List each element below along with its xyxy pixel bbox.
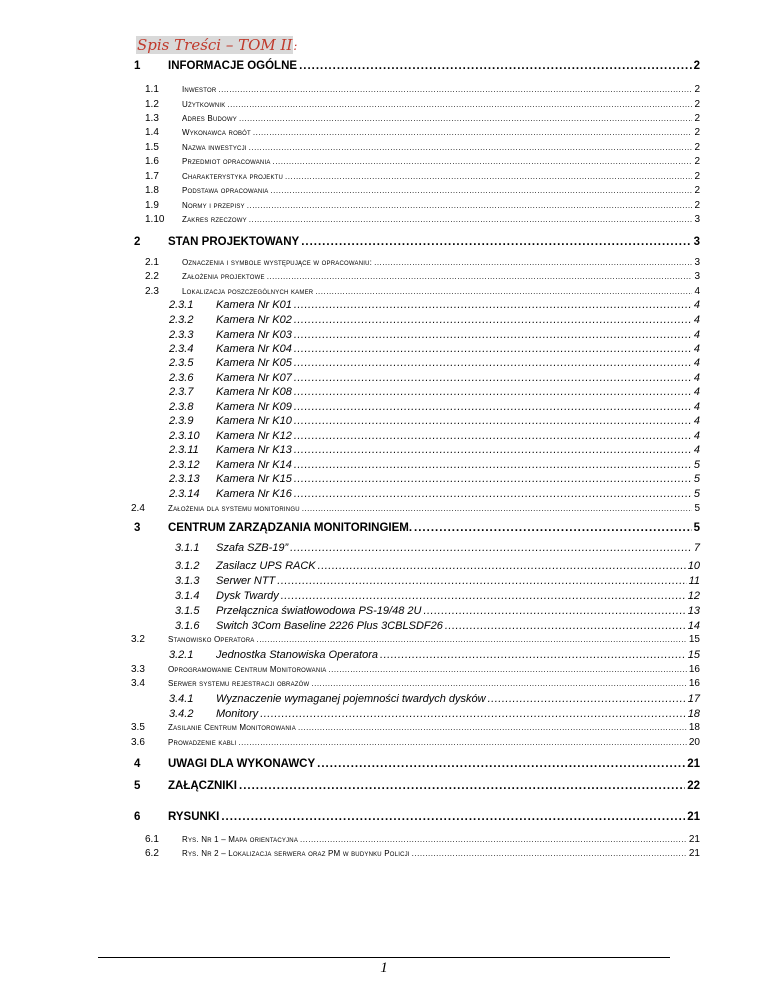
toc-entry-page: 10 — [687, 560, 700, 572]
toc-entry-number: 3.1.1 — [175, 542, 200, 554]
toc-entry-label: Lokalizacja poszczególnych kamer — [182, 287, 314, 296]
toc-entry-label: Kamera Nr K07 — [216, 372, 292, 384]
dot-leader — [294, 372, 692, 384]
toc-entry[interactable] — [169, 357, 700, 369]
toc-entry-label: ZAŁĄCZNIKI — [168, 780, 237, 792]
toc-entry-page: 5 — [693, 522, 700, 534]
toc-entry-label: Jednostka Stanowiska Operatora — [216, 649, 379, 661]
toc-entry[interactable] — [169, 401, 700, 413]
toc-entry-page: 4 — [693, 372, 700, 384]
toc-entry[interactable] — [134, 522, 700, 534]
toc-entry[interactable] — [175, 560, 700, 572]
toc-entry-page: 2 — [694, 185, 700, 196]
toc-entry-label: INFORMACJE OGÓLNE — [168, 60, 298, 72]
toc-entry-number: 3 — [134, 522, 141, 534]
title-suffix: : — [293, 39, 298, 53]
toc-entry-label: Szafa SZB-19” — [216, 542, 289, 554]
toc-entry-page: 4 — [693, 430, 700, 442]
toc-entry-number: 3.4.1 — [169, 693, 194, 705]
toc-entry-page: 15 — [687, 649, 700, 661]
toc-entry-page: 2 — [694, 156, 700, 167]
toc-entry[interactable] — [134, 811, 700, 823]
toc-entry-page: 12 — [687, 590, 700, 602]
toc-entry-page: 3 — [694, 257, 700, 268]
toc-entry-number: 6.1 — [145, 834, 159, 845]
toc-entry-number: 2.3.13 — [169, 473, 200, 485]
toc-entry-page: 16 — [688, 678, 700, 689]
toc-entry-label: Kamera Nr K15 — [216, 473, 292, 485]
toc-entry-page: 3 — [694, 214, 700, 225]
toc-entry[interactable] — [131, 678, 700, 689]
toc-entry-label: Przedmiot opracowania — [182, 157, 271, 166]
toc-entry-label: Kamera Nr K05 — [216, 357, 292, 369]
toc-entry-page: 14 — [687, 620, 700, 632]
dot-leader — [273, 157, 693, 166]
dot-leader — [249, 215, 693, 224]
toc-entry[interactable] — [169, 372, 700, 384]
toc-entry-page: 22 — [687, 780, 700, 792]
dot-leader — [285, 172, 692, 181]
toc-entry-number: 3.2.1 — [169, 649, 194, 661]
toc-entry-number: 3.4.2 — [169, 708, 194, 720]
toc-entry[interactable] — [145, 185, 700, 196]
toc-entry-page: 3 — [694, 271, 700, 282]
toc-entry-number: 1.5 — [145, 142, 159, 153]
toc-entry[interactable] — [169, 444, 700, 456]
toc-entry[interactable] — [145, 142, 700, 153]
dot-leader — [281, 590, 686, 602]
toc-entry-label: Monitory — [216, 708, 259, 720]
toc-entry[interactable] — [145, 271, 700, 282]
toc-entry-number: 2.3.6 — [169, 372, 194, 384]
toc-entry[interactable] — [169, 708, 700, 720]
toc-entry-number: 1.10 — [145, 214, 165, 225]
toc-entry[interactable] — [131, 722, 700, 733]
toc-entry[interactable] — [145, 99, 700, 110]
toc-entry[interactable] — [145, 84, 700, 95]
dot-leader — [317, 758, 685, 770]
toc-entry-number: 1.7 — [145, 171, 159, 182]
toc-entry-page: 2 — [694, 171, 700, 182]
toc-entry[interactable] — [169, 459, 700, 471]
toc-entry-number: 2.1 — [145, 257, 159, 268]
toc-entry-label: Przełącznica światłowodowa PS-19/48 2U — [216, 605, 422, 617]
dot-leader — [239, 780, 685, 792]
toc-entry-number: 3.4 — [131, 678, 145, 689]
toc-entry-number: 3.1.5 — [175, 605, 200, 617]
toc-entry-page: 2 — [693, 60, 700, 72]
dot-leader — [294, 430, 692, 442]
toc-entry-page: 11 — [688, 575, 700, 587]
toc-entry-label: Wyznaczenie wymaganej pojemności twardych dysków — [216, 693, 486, 705]
dot-leader — [301, 236, 691, 248]
toc-entry-label: Switch 3Com Baseline 2226 Plus 3CBLSDF26 — [216, 620, 443, 632]
toc-entry-number: 1.3 — [145, 113, 159, 124]
toc-entry-label: Charakterystyka projektu — [182, 172, 284, 181]
dot-leader — [328, 665, 686, 674]
toc-entry[interactable] — [145, 848, 700, 859]
toc-entry[interactable] — [145, 113, 700, 124]
dot-leader — [414, 522, 692, 534]
dot-leader — [302, 504, 693, 513]
toc-entry-page: 4 — [693, 329, 700, 341]
toc-entry-label: Kamera Nr K09 — [216, 401, 292, 413]
dot-leader — [277, 575, 686, 587]
toc-entry[interactable] — [169, 299, 700, 311]
dot-leader — [260, 708, 686, 720]
toc-entry-label: Wykonawca robót — [182, 128, 251, 137]
toc-entry-number: 3.1.2 — [175, 560, 200, 572]
dot-leader — [294, 444, 692, 456]
toc-entry-number: 1.8 — [145, 185, 159, 196]
toc-entry-label: Kamera Nr K10 — [216, 415, 292, 427]
toc-entry[interactable] — [175, 605, 700, 617]
toc-entry-label: Zasilanie Centrum Monitorowania — [168, 723, 296, 732]
toc-entry-page: 15 — [688, 634, 700, 645]
toc-entry-page: 4 — [693, 357, 700, 369]
toc-entry-label: Zakres rzeczowy — [182, 215, 247, 224]
toc-entry-page: 17 — [687, 693, 700, 705]
toc-entry-label: Oprogramowanie Centrum Monitorowania — [168, 665, 327, 674]
toc-entry-number: 5 — [134, 780, 141, 792]
toc-entry-label: Serwer systemu rejestracji obrazów — [168, 679, 310, 688]
toc-entry-number: 2.3 — [145, 286, 159, 297]
toc-entry-label: Prowadzenie kabli — [168, 738, 237, 747]
toc-entry-label: Kamera Nr K16 — [216, 488, 292, 500]
toc-entry-label: Nazwa inwestycji — [182, 143, 247, 152]
toc-entry[interactable] — [145, 200, 700, 211]
dot-leader — [294, 459, 692, 471]
toc-entry-page: 7 — [693, 542, 700, 554]
toc-entry-page: 2 — [694, 142, 700, 153]
toc-entry-number: 1 — [134, 60, 141, 72]
toc-entry-page: 4 — [693, 444, 700, 456]
toc-entry-page: 4 — [693, 401, 700, 413]
toc-entry-number: 3.1.3 — [175, 575, 200, 587]
toc-entry[interactable] — [169, 473, 700, 485]
toc-entry-label: Kamera Nr K01 — [216, 299, 292, 311]
toc-entry[interactable] — [131, 737, 700, 748]
toc-entry-number: 1.1 — [145, 84, 159, 95]
toc-entry-label: Rys. Nr 2 – Lokalizacja serwera oraz PM w budynku Policji — [182, 849, 410, 858]
toc-entry-label: UWAGI DLA WYKONAWCY — [168, 758, 316, 770]
toc-entry-number: 1.4 — [145, 127, 159, 138]
toc-entry-label: Kamera Nr K08 — [216, 386, 292, 398]
toc-entry-page: 4 — [693, 415, 700, 427]
toc-entry-number: 2.3.8 — [169, 401, 194, 413]
toc-entry[interactable] — [131, 664, 700, 675]
toc-entry-label: Rys. Nr 1 – Mapa orientacyjna — [182, 835, 299, 844]
toc-entry[interactable] — [134, 758, 700, 770]
toc-entry-label: Stanowisko Operatora — [168, 635, 255, 644]
toc-entry[interactable] — [145, 214, 700, 225]
toc-entry-label: Serwer NTT — [216, 575, 276, 587]
toc-entry[interactable] — [169, 488, 700, 500]
toc-entry[interactable] — [145, 286, 700, 297]
title-text: Spis Treści – TOM II — [137, 36, 293, 54]
toc-entry[interactable] — [175, 542, 700, 554]
dot-leader — [299, 60, 692, 72]
dot-leader — [247, 201, 693, 210]
toc-entry[interactable] — [169, 386, 700, 398]
toc-entry-label: Założenia projektowe — [182, 272, 265, 281]
toc-entry-page: 5 — [693, 459, 700, 471]
dot-leader — [374, 258, 692, 267]
dot-leader — [298, 723, 687, 732]
toc-entry[interactable] — [169, 430, 700, 442]
toc-entry-label: RYSUNKI — [168, 811, 220, 823]
toc-entry-number: 2.3.14 — [169, 488, 200, 500]
footer-divider — [98, 957, 670, 958]
toc-entry-page: 4 — [693, 314, 700, 326]
toc-entry-page: 3 — [693, 236, 700, 248]
toc-entry-page: 4 — [693, 299, 700, 311]
dot-leader — [294, 488, 692, 500]
dot-leader — [412, 849, 687, 858]
toc-entry-number: 3.5 — [131, 722, 145, 733]
toc-entry-number: 2.3.4 — [169, 343, 194, 355]
toc-entry-number: 2.4 — [131, 503, 145, 514]
toc-entry[interactable] — [175, 575, 700, 587]
toc-entry[interactable] — [169, 329, 700, 341]
toc-entry[interactable] — [145, 127, 700, 138]
dot-leader — [218, 85, 692, 94]
toc-entry[interactable] — [145, 257, 700, 268]
toc-entry-page: 21 — [687, 811, 700, 823]
toc-entry-number: 6 — [134, 811, 141, 823]
toc-entry[interactable] — [169, 343, 700, 355]
dot-leader — [294, 401, 692, 413]
toc-entry-label: Normy i przepisy — [182, 201, 245, 210]
dot-leader — [267, 272, 693, 281]
toc-entry[interactable] — [175, 620, 700, 632]
toc-entry-label: Zasilacz UPS RACK — [216, 560, 316, 572]
toc-entry-page: 21 — [687, 758, 700, 770]
dot-leader — [294, 415, 692, 427]
toc-entry-page: 21 — [688, 834, 700, 845]
toc-entry-label: Oznaczenia i symbole występujące w opracowaniu: — [182, 258, 373, 267]
toc-entry-page: 2 — [694, 99, 700, 110]
toc-entry-page: 18 — [687, 708, 700, 720]
toc-entry[interactable] — [169, 649, 700, 661]
dot-leader — [318, 560, 686, 572]
toc-entry-page: 18 — [688, 722, 700, 733]
toc-entry-page: 16 — [688, 664, 700, 675]
toc-entry-number: 2 — [134, 236, 141, 248]
toc-entry-page: 2 — [694, 113, 700, 124]
dot-leader — [445, 620, 686, 632]
toc-entry[interactable] — [145, 834, 700, 845]
toc-entry-label: Kamera Nr K02 — [216, 314, 292, 326]
dot-leader — [270, 186, 692, 195]
dot-leader — [249, 143, 693, 152]
toc-entry-page: 5 — [693, 488, 700, 500]
dot-leader — [227, 100, 692, 109]
toc-entry-label: Dysk Twardy — [216, 590, 279, 602]
toc-entry-number: 2.3.10 — [169, 430, 200, 442]
toc-entry-label: Założenia dla systemu monitoringu — [168, 504, 300, 513]
toc-entry-number: 3.1.4 — [175, 590, 200, 602]
toc-entry-number: 1.9 — [145, 200, 159, 211]
dot-leader — [380, 649, 686, 661]
toc-entry-page: 4 — [693, 386, 700, 398]
toc-entry-number: 2.3.12 — [169, 459, 200, 471]
toc-entry-label: Podstawa opracowania — [182, 186, 269, 195]
toc-entry-page: 20 — [688, 737, 700, 748]
toc-entry-number: 1.2 — [145, 99, 159, 110]
dot-leader — [294, 473, 692, 485]
toc-entry-number: 2.3.7 — [169, 386, 194, 398]
toc-entry[interactable] — [175, 590, 700, 602]
toc-entry-page: 4 — [693, 343, 700, 355]
toc-entry-number: 3.3 — [131, 664, 145, 675]
toc-entry-number: 2.3.5 — [169, 357, 194, 369]
toc-entry[interactable] — [145, 156, 700, 167]
toc-entry-page: 21 — [688, 848, 700, 859]
dot-leader — [300, 835, 687, 844]
dot-leader — [294, 343, 692, 355]
toc-entry-page: 4 — [694, 286, 700, 297]
dot-leader — [423, 605, 685, 617]
toc-entry[interactable] — [169, 314, 700, 326]
toc-entry-label: Kamera Nr K12 — [216, 430, 292, 442]
toc-entry-number: 3.1.6 — [175, 620, 200, 632]
dot-leader — [294, 329, 692, 341]
toc-entry-label: Adres Budowy — [182, 114, 237, 123]
toc-entry-number: 2.3.1 — [169, 299, 194, 311]
toc-entry[interactable] — [169, 693, 700, 705]
toc-entry-page: 13 — [687, 605, 700, 617]
toc-entry[interactable] — [131, 634, 700, 645]
toc-entry-label: Kamera Nr K14 — [216, 459, 292, 471]
toc-entry-number: 3.6 — [131, 737, 145, 748]
toc-entry-page: 2 — [694, 200, 700, 211]
toc-entry-label: Kamera Nr K03 — [216, 329, 292, 341]
dot-leader — [294, 386, 692, 398]
toc-entry[interactable] — [134, 780, 700, 792]
dot-leader — [238, 738, 686, 747]
toc-entry-label: CENTRUM ZARZĄDZANIA MONITORINGIEM. — [168, 522, 413, 534]
toc-entry[interactable] — [169, 415, 700, 427]
toc-entry-number: 2.3.9 — [169, 415, 194, 427]
toc-entry-number: 1.6 — [145, 156, 159, 167]
dot-leader — [290, 542, 692, 554]
toc-entry[interactable] — [145, 171, 700, 182]
page-number: 1 — [380, 960, 388, 976]
toc-entry-label: Kamera Nr K13 — [216, 444, 292, 456]
dot-leader — [488, 693, 686, 705]
toc-entry-page: 2 — [694, 84, 700, 95]
toc-entry-page: 5 — [694, 503, 700, 514]
dot-leader — [221, 811, 685, 823]
toc-entry-page: 5 — [693, 473, 700, 485]
toc-entry-label: Użytkownik — [182, 100, 226, 109]
toc-entry[interactable] — [134, 60, 700, 72]
toc-entry-number: 2.3.2 — [169, 314, 194, 326]
toc-entry-number: 2.3.11 — [169, 444, 199, 456]
toc-entry-label: Kamera Nr K04 — [216, 343, 292, 355]
toc-entry-number: 2.3.3 — [169, 329, 194, 341]
toc-entry-number: 2.2 — [145, 271, 159, 282]
dot-leader — [294, 314, 692, 326]
dot-leader — [253, 128, 693, 137]
dot-leader — [315, 287, 692, 296]
toc-entry[interactable] — [134, 236, 700, 248]
dot-leader — [311, 679, 687, 688]
toc-entry[interactable] — [131, 503, 700, 514]
toc-entry-number: 6.2 — [145, 848, 159, 859]
toc-entry-page: 2 — [694, 127, 700, 138]
toc-entry-number: 3.2 — [131, 634, 145, 645]
dot-leader — [294, 357, 692, 369]
dot-leader — [239, 114, 692, 123]
toc-entry-number: 4 — [134, 758, 141, 770]
dot-leader — [256, 635, 686, 644]
toc-entry-label: Inwestor — [182, 85, 217, 94]
toc-entry-label: STAN PROJEKTOWANY — [168, 236, 300, 248]
dot-leader — [294, 299, 692, 311]
